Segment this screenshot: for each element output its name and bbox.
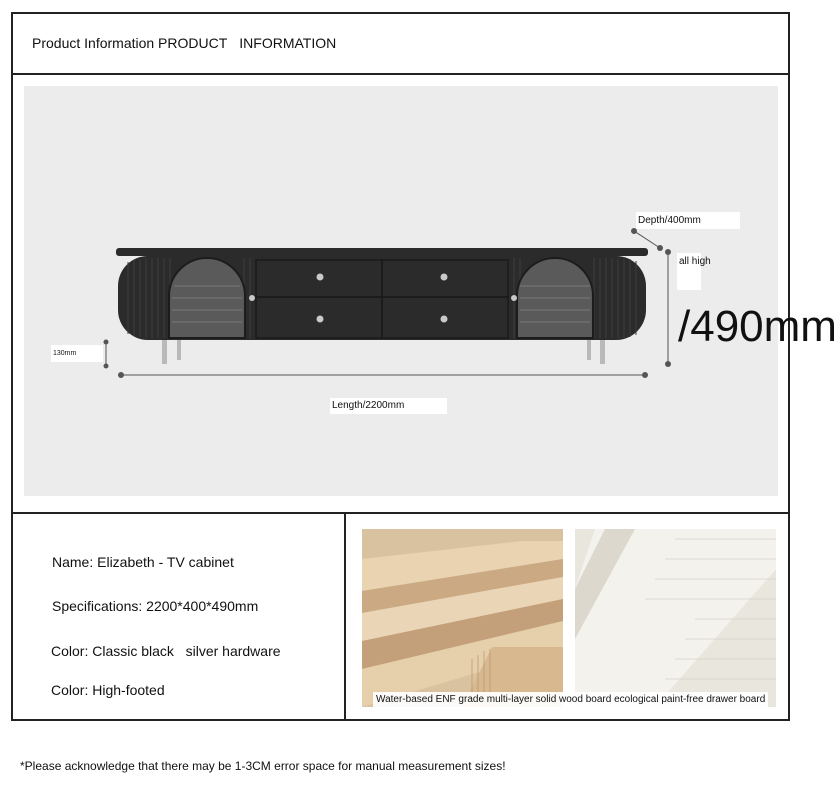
spec-dimensions: Specifications: 2200*400*490mm — [52, 598, 259, 614]
product-photo — [24, 86, 778, 496]
length-marker-left — [118, 372, 124, 378]
leg-marker-bottom — [104, 364, 109, 369]
height-label-small: all high — [677, 253, 701, 290]
plywood-layers-illustration — [362, 529, 563, 707]
page-title — [32, 35, 336, 51]
depth-label: Depth/400mm — [636, 212, 740, 229]
length-label: Length/2200mm — [330, 398, 447, 414]
spec-name: Name: Elizabeth - TV cabinet — [52, 554, 234, 570]
title-part-1: Product Information PRODUCT — [32, 35, 228, 51]
leg-height-label: 130mm — [51, 345, 103, 362]
spec-color-legs: Color: High-footed — [51, 682, 165, 698]
header-frame — [11, 12, 790, 75]
leg-marker-top — [104, 340, 109, 345]
cabinet-top — [116, 248, 648, 256]
paint-free-board-illustration — [575, 529, 776, 707]
silver-legs — [162, 340, 605, 364]
height-marker-top — [665, 249, 671, 255]
height-label-large: /490mm — [678, 302, 837, 351]
spec-color-hardware: Color: Classic black silver hardware — [51, 643, 281, 659]
depth-marker-front — [657, 245, 663, 251]
wood-board-photo — [362, 529, 563, 707]
measurement-disclaimer: *Please acknowledge that there may be 1-3CM error space for manual measurement sizes! — [20, 759, 506, 773]
height-marker-bottom — [665, 361, 671, 367]
length-marker-right — [642, 372, 648, 378]
title-part-2: INFORMATION — [239, 35, 337, 51]
white-board-photo — [575, 529, 776, 707]
material-caption: Water-based ENF grade multi-layer solid wood board ecological paint-free drawer board — [373, 692, 768, 708]
tv-cabinet-illustration — [24, 86, 778, 496]
depth-dimension-line — [634, 231, 660, 248]
